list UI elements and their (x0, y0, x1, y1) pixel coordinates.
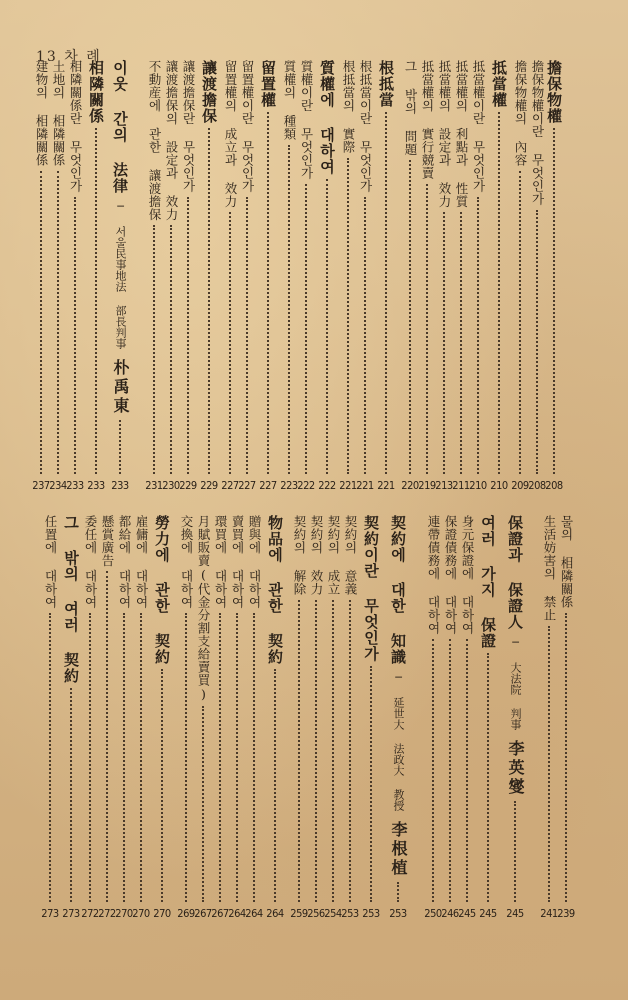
toc-section-entry (386, 515, 410, 920)
toc-dot-leader (409, 160, 411, 474)
toc-page-number: 245 (506, 907, 524, 920)
toc-dot-leader (288, 145, 290, 474)
toc-entry-title: 連帶債務에 대하여 (426, 515, 441, 635)
toc-dot-leader (315, 600, 317, 902)
toc-entry-title: 相隣關係란 무엇인가 (68, 60, 83, 193)
toc-page-number: 223 (280, 479, 298, 492)
toc-dot-leader (202, 706, 204, 902)
toc-entry-title: 生活妨害의 禁止 (542, 515, 557, 622)
toc-section-entry (256, 60, 280, 492)
toc-dot-leader (219, 613, 221, 902)
toc-entry-title: 建物의 相隣關係 (34, 60, 49, 167)
toc-dot-leader (460, 212, 462, 474)
toc-dot-leader (57, 171, 59, 474)
toc-dot-leader (466, 639, 468, 902)
toc-page-number: 233 (66, 479, 84, 492)
toc-dot-leader (498, 112, 500, 474)
toc-page-number: 230 (162, 479, 180, 492)
toc-entry-title: 懸賞廣告 (100, 515, 115, 567)
toc-entry-title: 根抵當이란 무엇인가 (358, 60, 373, 193)
toc-page-number: 221 (377, 479, 395, 492)
page-header: 13 차 례 (36, 49, 102, 65)
toc-entry (277, 60, 301, 492)
toc-dot-leader (326, 179, 328, 474)
toc-author-affiliation: ─ 延世大 法政大 教授 (392, 671, 405, 811)
toc-dot-leader (426, 184, 428, 474)
toc-dot-leader (119, 420, 121, 474)
toc-section-title: 物品에 관한 契約 (266, 515, 284, 665)
toc-entry-title: 保證債務에 대하여 (443, 515, 458, 635)
toc-entry-title: 月賦販賣(代金分割支給賣買) (196, 515, 211, 702)
toc-entry-title: 讓渡擔保란 무엇인가 (181, 60, 196, 193)
toc-page-number: 227 (259, 479, 277, 492)
toc-page-number: 208 (545, 479, 563, 492)
toc-page-number: 253 (362, 907, 380, 920)
toc-page-number: 245 (458, 907, 476, 920)
toc-entry (336, 60, 360, 492)
toc-section-title: 質權에 대하여 (318, 60, 336, 175)
toc-entry-title: 抵當權의 設定과 效力 (437, 60, 452, 208)
toc-author-affiliation: ─ 서울民事地法 部長判事 (114, 200, 127, 349)
toc-entry-title: 交換에 대하여 (179, 515, 194, 609)
toc-dot-leader (246, 197, 248, 474)
toc-entry-title: 賣買에 대하여 (230, 515, 245, 609)
toc-dot-leader (553, 128, 555, 474)
toc-entry-title: 土地의 相隣關係 (51, 60, 66, 167)
toc-entry-title: 雇傭에 대하여 (134, 515, 149, 609)
toc-dot-leader (95, 128, 97, 474)
toc-page-number: 219 (418, 479, 436, 492)
toc-dot-leader (443, 212, 445, 474)
toc-page-number: 234 (49, 479, 67, 492)
toc-page-number: 270 (153, 907, 171, 920)
toc-dot-leader (432, 639, 434, 902)
toc-dot-leader (332, 600, 334, 902)
toc-entry-title: 抵當權의 利點과 性質 (454, 60, 469, 208)
toc-entry (537, 515, 561, 920)
toc-page-number: 256 (307, 907, 325, 920)
toc-page-number: 267 (194, 907, 212, 920)
toc-entry (174, 515, 198, 920)
toc-section-title: 擔保物權 (545, 60, 563, 124)
toc-page-number: 210 (469, 479, 487, 492)
toc-dot-leader (40, 171, 42, 474)
toc-dot-leader (123, 613, 125, 902)
toc-page-number: 254 (324, 907, 342, 920)
toc-section-entry (359, 515, 383, 920)
toc-section-entry (150, 515, 174, 920)
toc-dot-leader (49, 613, 51, 902)
toc-section-title: 保證과 保證人─ 大法院 判事李英燮 (503, 515, 527, 797)
toc-page-number: 222 (318, 479, 336, 492)
toc-page-number: 269 (177, 907, 195, 920)
toc-page-number: 272 (81, 907, 99, 920)
toc-page-number: 239 (557, 907, 575, 920)
toc-dot-leader (548, 626, 550, 902)
toc-dot-leader (153, 225, 155, 474)
toc-dot-leader (347, 158, 349, 474)
toc-dot-leader (349, 600, 351, 902)
toc-section-title: 抵當權 (490, 60, 508, 108)
toc-page-number: 237 (32, 479, 50, 492)
toc-block-upper (0, 60, 628, 492)
toc-page-number: 221 (356, 479, 374, 492)
toc-section-title: 그 밖의 여러 契約 (62, 515, 80, 684)
toc-page-number: 220 (401, 479, 419, 492)
toc-entry-title: 擔保物權이란 무엇인가 (530, 60, 545, 206)
toc-page-number: 211 (452, 479, 470, 492)
toc-dot-leader (187, 197, 189, 474)
toc-section-entry (487, 60, 511, 492)
toc-page-number: 259 (290, 907, 308, 920)
toc-dot-leader (253, 613, 255, 902)
toc-entry (142, 60, 166, 492)
toc-page-number: 264 (245, 907, 263, 920)
toc-entry-title: 물의 相隣關係 (559, 515, 574, 609)
toc-page-number: 245 (479, 907, 497, 920)
toc-page-number: 273 (41, 907, 59, 920)
toc-page-number: 231 (145, 479, 163, 492)
toc-dot-leader (161, 669, 163, 902)
toc-page-number: 213 (435, 479, 453, 492)
toc-section-title: 이웃 간의 法律─ 서울民事地法 部長判事朴禹東 (108, 60, 132, 416)
toc-entry (421, 515, 445, 920)
toc-page-number: 222 (297, 479, 315, 492)
toc-section-title: 契約에 대한 知識─ 延世大 法政大 教授李根植 (386, 515, 410, 878)
toc-entry-title: 抵當權의 實行競賣 (420, 60, 435, 180)
toc-entry-title: 根抵當의 實際 (341, 60, 356, 154)
toc-dot-leader (519, 171, 521, 474)
toc-section-entry (374, 60, 398, 492)
toc-page-number: 273 (62, 907, 80, 920)
toc-section-title: 留置權 (259, 60, 277, 108)
toc-page-number: 233 (111, 479, 129, 492)
toc-dot-leader (236, 613, 238, 902)
toc-page-number: 208 (528, 479, 546, 492)
toc-page-number: 209 (511, 479, 529, 492)
toc-entry (29, 60, 53, 492)
toc-section-title: 여러 가지 保證 (479, 515, 497, 649)
toc-section-entry (503, 515, 527, 920)
toc-page-number: 227 (221, 479, 239, 492)
toc-dot-leader (397, 882, 399, 902)
toc-entry-title: 不動産에 관한 讓渡擔保 (147, 60, 162, 221)
toc-page-number: 229 (200, 479, 218, 492)
toc-dot-leader (208, 128, 210, 474)
toc-page-number: 267 (211, 907, 229, 920)
toc-entry-title: 任置에 대하여 (43, 515, 58, 609)
toc-entry-title: 抵當權이란 무엇인가 (471, 60, 486, 193)
toc-entry-title: 身元保證에 대하여 (460, 515, 475, 635)
toc-entry-title: 契約의 成立 (326, 515, 341, 596)
toc-dot-leader (370, 666, 372, 902)
toc-entry-title: 贈與에 대하여 (247, 515, 262, 609)
toc-entry-title: 그 밖의 問題 (403, 60, 418, 156)
toc-section-entry (59, 515, 83, 920)
toc-entry-title: 委任에 대하여 (83, 515, 98, 609)
toc-section-entry (197, 60, 221, 492)
toc-dot-leader (74, 197, 76, 474)
toc-dot-leader (477, 197, 479, 474)
toc-dot-leader (565, 613, 567, 902)
toc-section-title: 讓渡擔保 (200, 60, 218, 124)
toc-page-number: 250 (424, 907, 442, 920)
toc-section-entry (263, 515, 287, 920)
toc-dot-leader (449, 639, 451, 902)
toc-page-number: 246 (441, 907, 459, 920)
toc-section-entry (84, 60, 108, 492)
toc-entry-title: 契約의 意義 (343, 515, 358, 596)
toc-dot-leader (229, 212, 231, 474)
toc-page-number: 264 (266, 907, 284, 920)
toc-entry-title: 契約의 解除 (292, 515, 307, 596)
toc-dot-leader (89, 613, 91, 902)
toc-page-number: 221 (339, 479, 357, 492)
toc-page-number: 229 (179, 479, 197, 492)
toc-author-name: 李根植 (389, 821, 408, 878)
toc-page-number: 270 (115, 907, 133, 920)
toc-block-lower (0, 515, 628, 920)
toc-page-number: 253 (341, 907, 359, 920)
toc-section-title: 契約이란 무엇인가 (362, 515, 380, 662)
toc-page-number: 233 (87, 479, 105, 492)
toc-entry-title: 質權의 種類 (282, 60, 297, 141)
toc-page-number: 227 (238, 479, 256, 492)
toc-section-title: 相隣關係 (87, 60, 105, 124)
toc-section-entry (476, 515, 500, 920)
toc-entry (38, 515, 62, 920)
toc-author-name: 朴禹東 (111, 359, 130, 416)
toc-page-number: 241 (540, 907, 558, 920)
toc-page-number: 210 (490, 479, 508, 492)
toc-dot-leader (305, 184, 307, 474)
toc-dot-leader (106, 571, 108, 902)
toc-dot-leader (364, 197, 366, 474)
toc-section-entry (108, 60, 132, 492)
toc-dot-leader (514, 801, 516, 902)
toc-entry (508, 60, 532, 492)
toc-dot-leader (185, 613, 187, 902)
toc-dot-leader (536, 210, 538, 474)
toc-entry (398, 60, 422, 492)
toc-entry-title: 契約의 效力 (309, 515, 324, 596)
toc-entry-title: 留置權의 成立과 效力 (223, 60, 238, 208)
toc-entry-title: 讓渡擔保의 設定과 效力 (164, 60, 179, 221)
toc-dot-leader (487, 653, 489, 902)
toc-entry-title: 質權이란 무엇인가 (299, 60, 314, 180)
toc-entry-title: 環買에 대하여 (213, 515, 228, 609)
toc-section-entry (315, 60, 339, 492)
toc-author-name: 李英燮 (506, 740, 525, 797)
toc-entry-title: 擔保物權의 內容 (513, 60, 528, 167)
toc-dot-leader (70, 688, 72, 902)
toc-dot-leader (298, 600, 300, 902)
toc-dot-leader (140, 613, 142, 902)
toc-section-title: 根抵當 (377, 60, 395, 108)
toc-entry-title: 留置權이란 무엇인가 (240, 60, 255, 193)
toc-entry (287, 515, 311, 920)
toc-entry (218, 60, 242, 492)
toc-dot-leader (385, 112, 387, 474)
toc-page-number: 272 (98, 907, 116, 920)
toc-page-number: 270 (132, 907, 150, 920)
toc-entry-title: 都給에 대하여 (117, 515, 132, 609)
toc-dot-leader (170, 225, 172, 474)
toc-dot-leader (267, 112, 269, 474)
toc-page-number: 264 (228, 907, 246, 920)
toc-page-number: 253 (389, 907, 407, 920)
toc-author-affiliation: ─ 大法院 判事 (509, 636, 522, 730)
toc-section-title: 勞力에 관한 契約 (153, 515, 171, 665)
toc-dot-leader (274, 669, 276, 902)
